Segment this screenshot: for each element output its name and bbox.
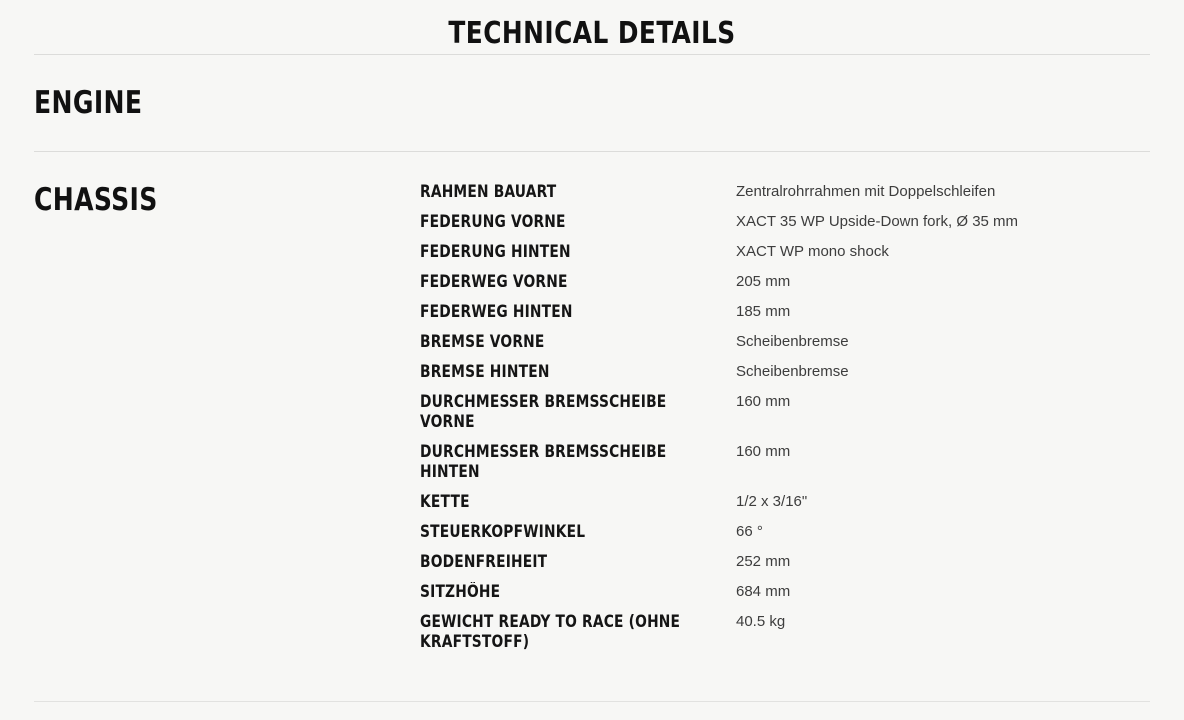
spec-label: BREMSE VORNE	[420, 332, 545, 351]
spec-row	[420, 612, 1150, 652]
spec-label: GEWICHT READY TO RACE (OHNE KRAFTSTOFF)	[420, 612, 681, 651]
spec-row	[420, 242, 1150, 262]
spec-row	[420, 522, 1150, 542]
spec-value: 185 mm	[736, 303, 791, 320]
page-title: TECHNICAL DETAILS	[448, 16, 736, 51]
spec-label: DURCHMESSER BREMSSCHEIBE VORNE	[420, 392, 667, 431]
spec-row	[420, 212, 1150, 232]
spec-value: 160 mm	[736, 443, 791, 460]
spec-row	[420, 582, 1150, 602]
spec-label: SITZHÖHE	[420, 582, 501, 601]
spec-label: FEDERWEG VORNE	[420, 272, 568, 291]
spec-row	[420, 442, 1150, 482]
spec-label: FEDERUNG VORNE	[420, 212, 566, 231]
spec-label: DURCHMESSER BREMSSCHEIBE HINTEN	[420, 442, 667, 481]
spec-value: 160 mm	[736, 393, 791, 410]
spec-row	[420, 362, 1150, 382]
spec-value: 684 mm	[736, 583, 791, 600]
spec-row	[420, 392, 1150, 432]
section-chassis	[34, 152, 1150, 662]
spec-value: 205 mm	[736, 273, 791, 290]
spec-value: 252 mm	[736, 553, 791, 570]
spec-label: BREMSE HINTEN	[420, 362, 550, 381]
spec-value: Zentralrohrrahmen mit Doppelschleifen	[736, 183, 996, 200]
spec-value: 40.5 kg	[736, 613, 786, 630]
spec-label: KETTE	[420, 492, 470, 511]
spec-label: FEDERUNG HINTEN	[420, 242, 571, 261]
spec-value: Scheibenbremse	[736, 363, 849, 380]
chassis-spec-table	[420, 182, 1150, 662]
spec-row	[420, 552, 1150, 572]
spec-row	[420, 332, 1150, 352]
spec-label: STEUERKOPFWINKEL	[420, 522, 586, 541]
spec-value: XACT 35 WP Upside-Down fork, Ø 35 mm	[736, 213, 1019, 230]
spec-label: RAHMEN BAUART	[420, 182, 557, 201]
spec-label: FEDERWEG HINTEN	[420, 302, 573, 321]
spec-row	[420, 182, 1150, 202]
spec-row	[420, 302, 1150, 322]
spec-row	[420, 272, 1150, 292]
spec-value: 66 °	[736, 523, 763, 540]
spec-value: XACT WP mono shock	[736, 243, 889, 260]
spec-value: 1/2 x 3/16"	[736, 493, 808, 510]
spec-row	[420, 492, 1150, 512]
chassis-heading-column	[34, 182, 420, 218]
section-heading-engine: ENGINE	[34, 85, 143, 121]
spec-value: Scheibenbremse	[736, 333, 849, 350]
spec-label: BODENFREIHEIT	[420, 552, 548, 571]
section-heading-chassis: CHASSIS	[34, 182, 158, 218]
divider-bottom	[34, 701, 1150, 702]
section-engine	[34, 55, 1150, 151]
